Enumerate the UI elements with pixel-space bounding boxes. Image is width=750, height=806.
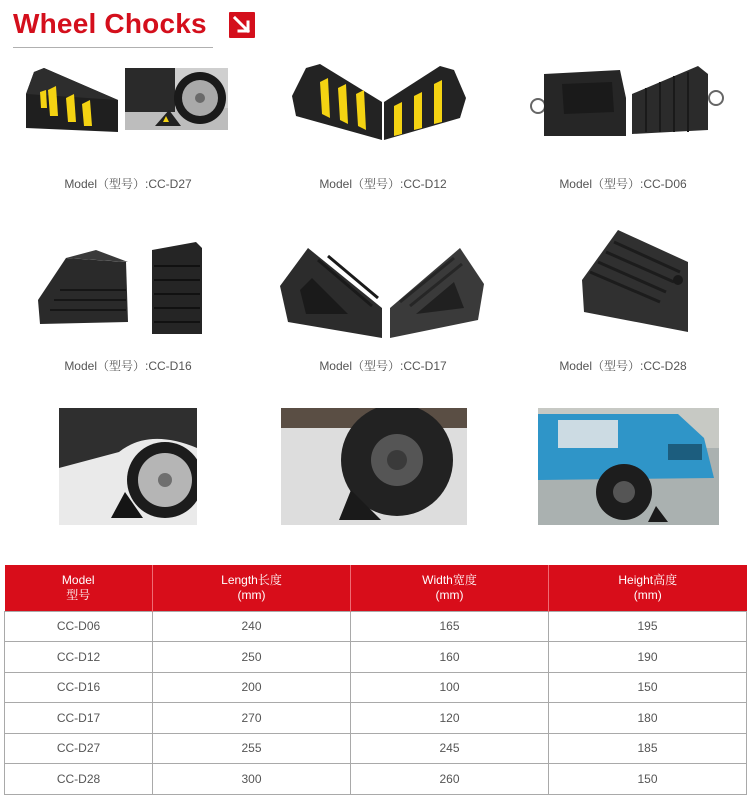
- usage-photo-car-wheel-chock: [59, 408, 197, 525]
- cell-length: 240: [153, 611, 351, 642]
- header-label: Model: [61, 572, 95, 587]
- cell-width: 260: [351, 764, 549, 795]
- header-model: [5, 565, 153, 611]
- page-title: Wheel Chocks: [13, 8, 207, 39]
- table-row: [5, 611, 747, 642]
- product-image-cc-d28-chock: [580, 228, 692, 340]
- cell-width: 165: [351, 611, 549, 642]
- cell-model: CC-D28: [5, 764, 153, 795]
- page-header: [0, 0, 750, 52]
- cell-height: 150: [549, 672, 747, 703]
- specs-table: [4, 565, 747, 795]
- table-row: [5, 703, 747, 734]
- product-image-cc-d17-chocks: [278, 244, 488, 340]
- header-label: Length长度: [221, 572, 282, 587]
- cell-model: CC-D06: [5, 611, 153, 642]
- cell-model: CC-D16: [5, 672, 153, 703]
- cell-model: CC-D17: [5, 703, 153, 734]
- header-sublabel: (mm): [633, 587, 662, 602]
- product-photo-cc-d27-in-use: [125, 68, 228, 130]
- product-caption: Model（型号）:CC-D06: [559, 177, 687, 191]
- product-image-cc-d27-chock: [22, 64, 120, 136]
- table-row: [5, 642, 747, 673]
- table-row: [5, 764, 747, 795]
- header-height: [549, 565, 747, 611]
- product-image-cc-d06-chocks: [528, 64, 728, 140]
- cell-height: 195: [549, 611, 747, 642]
- cell-length: 250: [153, 642, 351, 673]
- title-underline: [13, 47, 213, 48]
- header-sublabel: 型号: [66, 587, 91, 602]
- product-caption: Model（型号）:CC-D12: [319, 177, 447, 191]
- header-label: Width宽度: [422, 572, 477, 587]
- cell-width: 245: [351, 733, 549, 764]
- header-sublabel: (mm): [237, 587, 266, 602]
- product-image-cc-d12-chocks: [290, 62, 468, 144]
- header-label: Height高度: [618, 572, 678, 587]
- header-length: [153, 565, 351, 611]
- product-caption: Model（型号）:CC-D16: [64, 359, 192, 373]
- usage-photo-blue-truck-wheel-chock: [538, 408, 719, 525]
- cell-length: 255: [153, 733, 351, 764]
- table-row: [5, 733, 747, 764]
- cell-height: 180: [549, 703, 747, 734]
- product-caption: Model（型号）:CC-D17: [319, 359, 447, 373]
- product-caption: Model（型号）:CC-D28: [559, 359, 687, 373]
- header-width: [351, 565, 549, 611]
- cell-height: 185: [549, 733, 747, 764]
- cell-width: 120: [351, 703, 549, 734]
- table-header-row: [5, 565, 747, 611]
- cell-model: CC-D12: [5, 642, 153, 673]
- cell-model: CC-D27: [5, 733, 153, 764]
- arrow-down-right-icon: [229, 12, 255, 38]
- header-sublabel: (mm): [435, 587, 464, 602]
- cell-width: 160: [351, 642, 549, 673]
- table-row: [5, 672, 747, 703]
- cell-width: 100: [351, 672, 549, 703]
- usage-photo-truck-wheel-chock: [281, 408, 467, 525]
- cell-height: 150: [549, 764, 747, 795]
- product-image-cc-d16-chock: [36, 240, 208, 336]
- cell-length: 270: [153, 703, 351, 734]
- cell-height: 190: [549, 642, 747, 673]
- product-caption: Model（型号）:CC-D27: [64, 177, 192, 191]
- cell-length: 200: [153, 672, 351, 703]
- cell-length: 300: [153, 764, 351, 795]
